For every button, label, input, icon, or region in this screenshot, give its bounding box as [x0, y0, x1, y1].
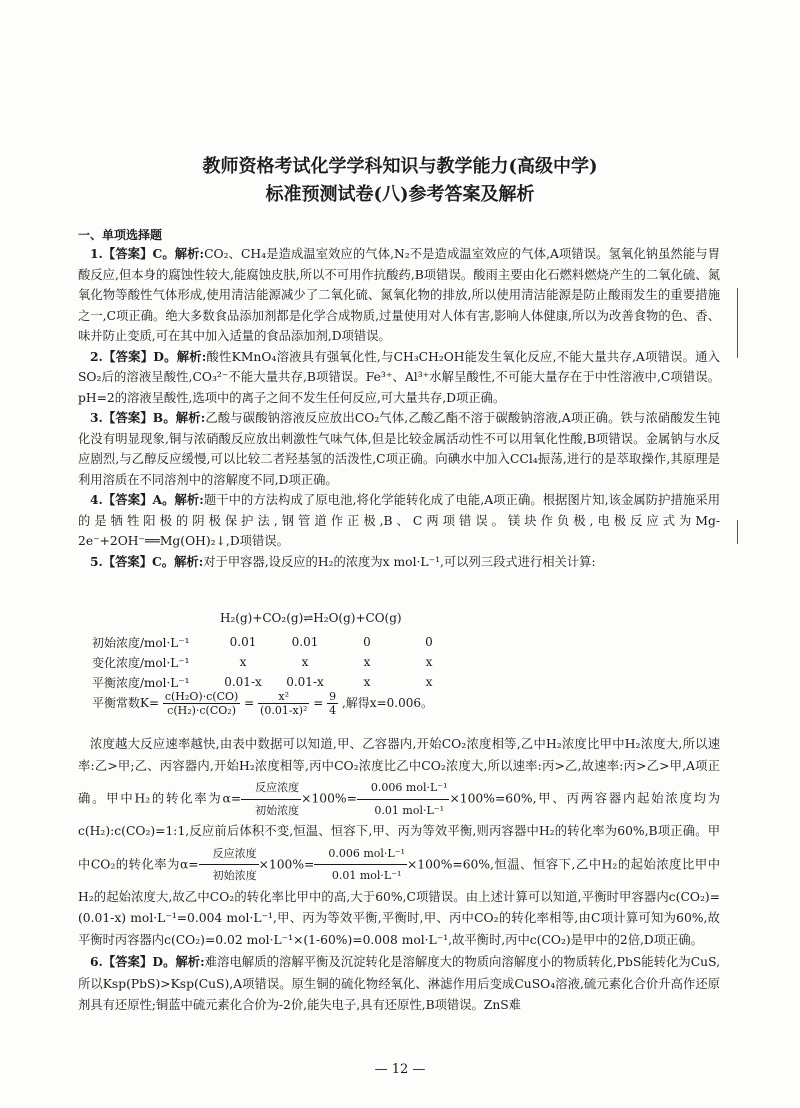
table-cell: 0	[425, 635, 433, 649]
answer-1-text: CO₂、CH₄是造成温室效应的气体,N₂不是造成温室效应的气体,A项错误。氢氧化钠虽然能与胃酸反应,但本身的腐蚀性较大,能腐蚀皮肤,所以不可用作抗酸药,B项错误。酸雨主要由化石燃料燃烧产生的二氧化硫、氮氧化物等酸性气体形成,使用清洁能源减少了二氧化硫、氮氧化物的排放,所以使用清洁能源是防止酸雨发生的重要措施之一,C项正确。绝大多数食品添加剂都是化学合成物质,过量使用对人体有害,影响人体健康,所以为改善食物的色、香、味并防止变质,可在其中加入适量的食品添加剂,D项错误。	[78, 247, 720, 343]
table-cell: x	[425, 675, 433, 689]
fraction-denominator: 初始浓度	[212, 869, 257, 882]
page-title: 教师资格考试化学学科知识与教学能力(高级中学)	[202, 156, 598, 177]
answer-1	[78, 244, 720, 347]
fraction-numerator: 0.006 mol·L⁻¹	[314, 843, 407, 866]
value-fraction	[357, 777, 450, 821]
answer-1-lead: 1.【答案】C。解析:	[90, 246, 205, 261]
answer-5-intro	[78, 552, 720, 573]
table-cell: 0.01	[291, 635, 319, 649]
answer-3-text: 乙酸与碳酸钠溶液反应放出CO₂气体,乙酸乙酯不溶于碳酸钠溶液,A项正确。铁与浓硝酸发生钝化没有明显现象,铜与浓硝酸反应放出刺激性气味气体,但是比较金属活动性不可以用氧化性酸,B项错误。金属钠与水反应剧烈,与乙醇反应缓慢,可以比较二者羟基氢的活泼性,C项正确。向碘水中加入CCl₄振荡,进行的是萃取操作,其原理是利用溶质在不同溶剂中的溶解度不同,D项正确。	[78, 411, 720, 487]
k-equals: =	[244, 696, 255, 710]
margin-mark	[737, 288, 738, 358]
answer-6	[78, 951, 720, 1017]
equilibrium-constant	[92, 690, 433, 717]
table-row	[92, 672, 460, 692]
answer-2-text: 酸性KMnO₄溶液具有强氧化性,与CH₃CH₂OH能发生氧化反应,不能大量共存,A项错误。通入SO₂后的溶液呈酸性,CO₃²⁻不能大量共存,B项错误。Fe³⁺、Al³⁺水解呈酸性,不可能大量存在于中性溶液中,C项错误。pH=2的溶液呈酸性,选项中的离子之间不发生任何反应,可大量共存,D项正确。	[78, 349, 720, 405]
conversion-fraction	[199, 843, 259, 887]
answer-4-lead: 4.【答案】A。解析:	[90, 492, 204, 507]
k-denominator: c(H₂)·c(CO₂)	[167, 704, 236, 717]
equilibrium-table	[92, 632, 460, 692]
answer-5-lead: 5.【答案】C。解析:	[90, 553, 204, 569]
table-cell: x	[363, 675, 371, 689]
table-cell: x	[239, 655, 247, 669]
answer-4-text: 题干中的方法构成了原电池,将化学能转化成了电能,A项正确。根据图片知,该金属防护措施采用的是牺牲阳极的阴极保护法,钢管道作正极,B、C两项错误。镁块作负极,电极反应式为Mg-2e⁻+2OH⁻══Mg(OH)₂↓,D项错误。	[78, 493, 720, 548]
table-row	[92, 652, 460, 672]
table-cell: x	[301, 655, 309, 669]
answer-3	[78, 408, 720, 490]
answer-5-part-b: ×100%=60%,甲、丙两容器内起始浓度均为c(H₂):c(CO₂)=1:1,反应前后体积不变,恒温、恒容下,甲、丙为等效平衡,则丙容器中H₂的转化率为60%,B项正确。甲中CO₂的转化率为α=	[78, 791, 720, 871]
fraction-denominator: 0.01 mol·L⁻¹	[374, 803, 444, 817]
k-result: ,解得x=0.006。	[341, 696, 433, 710]
section-heading: 一、单项选择题	[78, 228, 163, 242]
table-cell: 0.01-x	[224, 675, 262, 689]
k-denominator-2: (0.01-x)²	[260, 704, 308, 717]
answer-5-part-c: ×100%=60%,恒温、恒容下,乙中H₂的起始浓度比甲中H₂的起始浓度大,故乙中CO₂的转化率比甲中的高,大于60%,C项错误。由上述计算可以知道,平衡时甲容器内c(CO₂)=(0.01-x) mol·L⁻¹=0.004 mol·L⁻¹,甲、丙为等效平衡,平衡时,甲、丙中CO₂的转化率相等,由C项计算可知为60%,故平衡时丙容器内c(CO₂)=0.02 mol·L⁻¹×(1-60%)=0.008 mol·L⁻¹,故平衡时,丙中c(CO₂)是甲中的2倍,D项正确。	[78, 857, 720, 947]
table-cell: 0	[363, 635, 371, 649]
fraction-multiplier: ×100%=	[301, 791, 357, 806]
fraction-numerator: 反应浓度	[241, 777, 301, 800]
fraction-numerator: 反应浓度	[199, 843, 259, 866]
k-prefix: 平衡常数K=	[92, 696, 160, 710]
k-fraction-1	[163, 690, 240, 717]
answer-2-lead: 2.【答案】D。解析:	[90, 348, 207, 364]
fraction-multiplier: ×100%=	[258, 857, 315, 871]
table-cell: x	[363, 655, 371, 669]
row-label: 变化浓度/mol·L⁻¹	[92, 655, 190, 670]
reaction-equation: H₂(g)+CO₂(g)⇌H₂O(g)+CO(g)	[220, 611, 402, 625]
conversion-fraction	[241, 777, 301, 821]
k-fraction-2	[258, 690, 309, 717]
fraction-denominator: 初始浓度	[255, 803, 300, 817]
margin-mark	[737, 520, 738, 544]
k-denominator-3: 4	[329, 704, 337, 717]
table-cell: 0.01-x	[286, 675, 324, 689]
page-subtitle: 标准预测试卷(八)参考答案及解析	[265, 184, 535, 205]
k-numerator: c(H₂O)·c(CO)	[164, 690, 239, 703]
answer-5-intro-text: 对于甲容器,设反应的H₂的浓度为x mol·L⁻¹,可以列三段式进行相关计算:	[203, 554, 596, 569]
k-fraction-3	[327, 690, 338, 717]
table-cell: 0.01	[229, 635, 257, 649]
table-cell: x	[425, 655, 433, 669]
table-row	[92, 632, 460, 652]
k-numerator-2: x²	[258, 690, 309, 704]
answer-6-text: 难溶电解质的溶解平衡及沉淀转化是溶解度大的物质向溶解度小的物质转化,PbS能转化为CuS,所以Ksp(PbS)>Ksp(CuS),A项错误。原生铜的硫化物经氧化、淋滤作用后变成CuSO₄溶液,硫元素化合价升高作还原剂具有还原性;铜蓝中硫元素化合价为-2价,能失电子,具有还原性,B项错误。ZnS难	[78, 955, 720, 1012]
answer-2	[78, 347, 720, 409]
fraction-numerator: 0.006 mol·L⁻¹	[357, 777, 450, 800]
answer-5-body	[78, 734, 720, 951]
answer-4	[78, 490, 720, 552]
answers-block-2	[78, 734, 720, 1017]
k-equals: =	[313, 696, 324, 710]
answer-5-part-a: 浓度越大反应速率越快,由表中数据可以知道,甲、乙容器内,开始CO₂浓度相等,乙中H₂浓度比甲中H₂浓度大,所以速率:乙>甲;乙、丙容器内,开始H₂浓度相等,丙中CO₂浓度比乙中CO₂浓度大,所以速率:丙>乙,故速率:丙>乙>甲,A项正确。甲中H₂的转化率为α=	[78, 737, 720, 806]
answers-block-1	[78, 244, 720, 572]
k-numerator-3: 9	[329, 690, 337, 703]
row-label: 初始浓度/mol·L⁻¹	[92, 635, 190, 650]
fraction-denominator: 0.01 mol·L⁻¹	[331, 869, 402, 882]
answer-6-lead: 6.【答案】D。解析:	[90, 954, 205, 969]
value-fraction	[314, 843, 407, 887]
row-label: 平衡浓度/mol·L⁻¹	[92, 675, 190, 690]
page-number: — 12 —	[374, 1062, 426, 1077]
answer-3-lead: 3.【答案】B。解析:	[90, 410, 206, 425]
